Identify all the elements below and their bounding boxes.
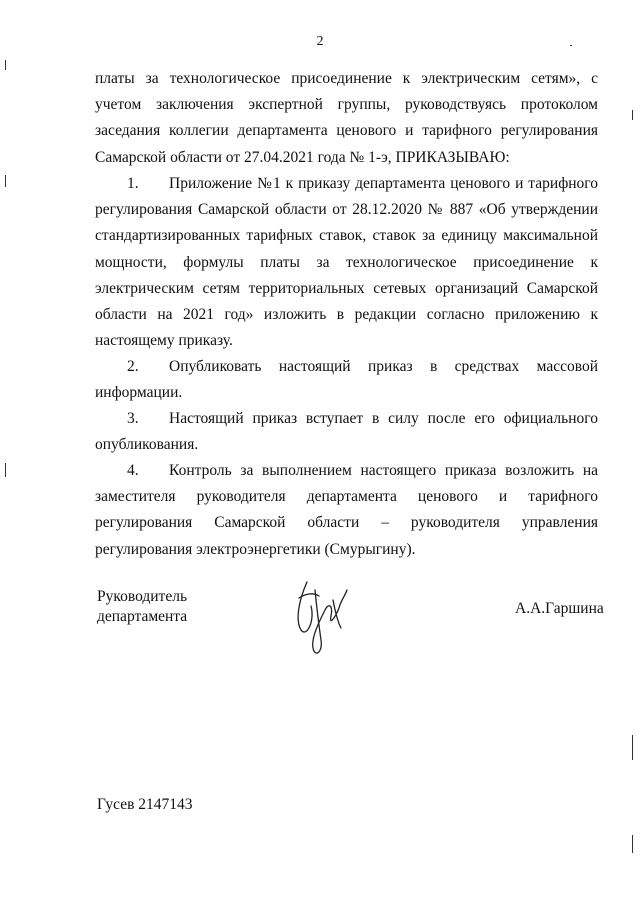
signatory-position [97, 587, 187, 627]
order-item-3 [95, 406, 598, 458]
handwritten-signature [285, 570, 355, 660]
order-item-text: Контроль за выполнением настоящего приказа возложить на заместителя руководителя департамента ценового и тарифного регулирования Самарской области – руководителя управления регулирования электроэнергетики (Смурыгину). [95, 462, 598, 558]
order-item-number: 3. [127, 410, 139, 427]
order-item-4 [95, 458, 598, 563]
scan-mark [5, 463, 6, 477]
order-item-2 [95, 354, 598, 406]
order-item-number: 4. [127, 462, 139, 479]
intro-paragraph: платы за технологическое присоединение к электрическим сетям», с учетом заключения экспертной группы, руководствуясь протоколом заседания коллегии департамента ценового и тарифного регулирования Самарской области от 27.04.2021 года № 1-э, ПРИКАЗЫВАЮ: [95, 70, 598, 166]
order-item-text: Опубликовать настоящий приказ в средствах массовой информации. [95, 358, 598, 402]
order-item-number: 2. [127, 358, 139, 375]
order-item-1 [95, 171, 598, 354]
order-item-number: 1. [127, 175, 139, 192]
scan-mark [5, 175, 6, 187]
scan-mark [632, 735, 633, 760]
order-item-text: Настоящий приказ вступает в силу после его официального опубликования. [95, 410, 598, 454]
signatory-position-line2: департамента [97, 608, 188, 625]
signatory-name: А.А.Гаршина [515, 600, 604, 617]
order-item-text: Приложение №1 к приказу департамента ценового и тарифного регулирования Самарской области от 28.12.2020 № 887 «Об утверждении стандартизированных тарифных ставок, ставок за единицу максимальной мощности, формулы платы за технологическое присоединение к электрическим сетям территориальных сетевых организаций Самарской области на 2021 год» изложить в редакции согласно приложению к настоящему приказу. [95, 175, 598, 350]
signatory-position-line1: Руководитель [97, 588, 188, 605]
scan-mark [632, 835, 633, 853]
scan-mark [5, 60, 6, 70]
page-number: 2 [316, 34, 324, 49]
scan-mark [632, 110, 633, 120]
executor-info: Гусев 2147143 [97, 796, 193, 813]
scan-mark [570, 45, 572, 46]
